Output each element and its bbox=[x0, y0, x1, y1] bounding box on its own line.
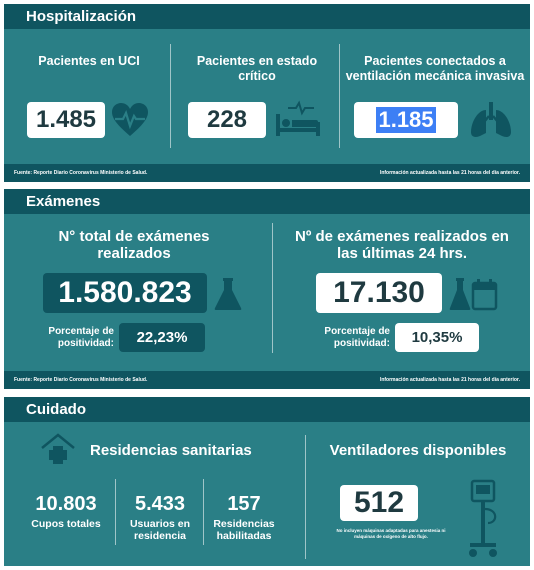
last-pos-label: Porcentaje de positividad: bbox=[324, 326, 390, 349]
critico-label: Pacientes en estado crítico bbox=[196, 54, 318, 83]
cupos-value: 10.803 bbox=[35, 493, 97, 515]
hospitalizacion-title: Hospitalización bbox=[26, 8, 137, 25]
updated-text: Información actualizada hasta las 21 horas del día anterior. bbox=[379, 377, 520, 383]
ventilator-icon bbox=[464, 479, 504, 561]
heart-pulse-icon bbox=[110, 102, 150, 138]
examenes-header bbox=[4, 189, 530, 214]
last-value: 17.130 bbox=[316, 273, 442, 313]
usuarios-value: 5.433 bbox=[134, 493, 186, 515]
cupos-label: Cupos totales bbox=[31, 518, 101, 530]
vent-note: No incluyen máquinas adaptadas para anestesia ni máquinas de oxígeno de alto flujo. bbox=[336, 528, 446, 539]
hospitalizacion-panel bbox=[4, 4, 530, 182]
examenes-panel bbox=[4, 189, 530, 389]
critico-value: 228 bbox=[188, 102, 266, 138]
habilitadas-value: 157 bbox=[227, 493, 261, 515]
divider bbox=[305, 435, 306, 559]
uci-label: Pacientes en UCI bbox=[38, 54, 140, 68]
vent-title: Ventiladores disponibles bbox=[329, 442, 507, 459]
vent-label: Pacientes conectados a ventilación mecánica invasiva bbox=[345, 54, 525, 83]
lungs-icon bbox=[468, 100, 514, 140]
usuarios-label: Usuarios en residencia bbox=[129, 518, 191, 542]
examenes-footer bbox=[4, 371, 530, 389]
total-label: N° total de exámenes realizados bbox=[58, 228, 210, 262]
updated-text: Información actualizada hasta las 21 horas del día anterior. bbox=[379, 170, 520, 176]
examenes-title: Exámenes bbox=[26, 193, 101, 210]
divider bbox=[170, 44, 171, 148]
divider bbox=[339, 44, 340, 148]
hospitalizacion-footer bbox=[4, 164, 530, 182]
last-pos-value: 10,35% bbox=[395, 323, 479, 352]
ventiladores-value: 512 bbox=[340, 485, 418, 521]
divider bbox=[272, 223, 273, 353]
cuidado-header bbox=[4, 397, 530, 422]
total-pos-label: Porcentaje de positividad: bbox=[48, 326, 114, 349]
last-label: Nº de exámenes realizados en las últimas 24 hrs. bbox=[295, 228, 509, 262]
vent-value bbox=[354, 102, 458, 138]
flask-calendar-icon bbox=[448, 277, 498, 311]
total-pos-value: 22,23% bbox=[119, 323, 205, 352]
habilitadas-label: Residencias habilitadas bbox=[213, 518, 275, 542]
hospital-bed-icon bbox=[274, 100, 324, 140]
vent-value-text: 1.185 bbox=[378, 107, 434, 132]
hospitalizacion-header bbox=[4, 4, 530, 29]
cuidado-title: Cuidado bbox=[26, 401, 86, 418]
house-cross-icon bbox=[40, 432, 76, 466]
source-text: Fuente: Reporte Diario Coronavirus Ministerio de Salud. bbox=[14, 170, 148, 176]
total-value: 1.580.823 bbox=[43, 273, 207, 313]
uci-value: 1.485 bbox=[27, 102, 105, 138]
flask-icon bbox=[213, 277, 243, 311]
source-text: Fuente: Reporte Diario Coronavirus Ministerio de Salud. bbox=[14, 377, 148, 383]
residencias-title: Residencias sanitarias bbox=[90, 442, 252, 459]
cuidado-panel bbox=[4, 397, 530, 566]
